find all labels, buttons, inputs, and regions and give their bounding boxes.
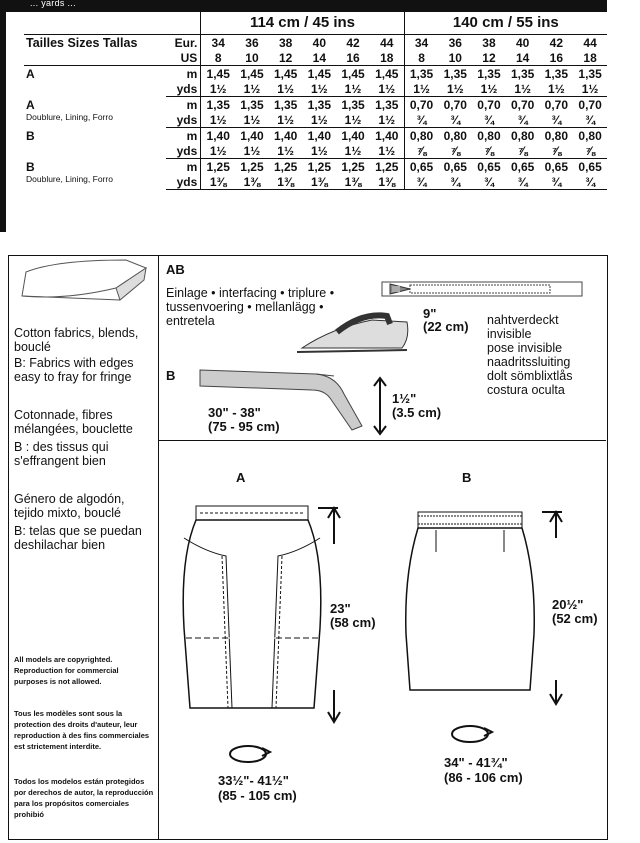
yard-value: 1½ xyxy=(506,81,540,97)
yardage-row-m xyxy=(24,128,607,144)
yard-value: 1½ xyxy=(370,143,404,159)
meter-value: 0,65 xyxy=(409,159,434,174)
eur-size: 40 xyxy=(312,35,326,50)
unit-m: m xyxy=(166,159,201,175)
skirt-a-waist-cm: (85 - 105 cm) xyxy=(218,788,297,803)
meter-value: 1,35 xyxy=(240,97,264,112)
meter-value: 1,25 xyxy=(307,159,331,174)
meter-value: 1,35 xyxy=(370,97,404,113)
meter-value: 0,65 xyxy=(477,159,501,174)
zip-length-cm: (22 cm) xyxy=(423,319,469,334)
yard-value: 1⅜ xyxy=(370,174,404,190)
meter-value: 0,65 xyxy=(578,159,602,174)
zip-name: pose invisible xyxy=(487,341,563,355)
yard-value: 1½ xyxy=(370,81,404,97)
meter-value: 1,45 xyxy=(370,66,404,82)
eur-size: 38 xyxy=(482,35,496,50)
view-sublabel: Doublure, Lining, Forro xyxy=(26,173,113,184)
width-114-header: 114 cm / 45 ins xyxy=(201,12,404,35)
skirt-b-drawing xyxy=(400,504,540,704)
meter-value: 1,40 xyxy=(240,128,264,143)
zip-names xyxy=(487,313,602,397)
meter-value: 1,35 xyxy=(341,97,365,112)
yard-value: 1½ xyxy=(336,81,370,97)
yardage-row-m xyxy=(24,159,607,175)
yard-value: 1½ xyxy=(269,112,303,128)
view-a-label: A xyxy=(236,470,246,485)
yard-value: ¾ xyxy=(438,112,472,128)
fabric-es-2: B: telas que se puedan deshilachar bien xyxy=(14,524,142,552)
us-size: 16 xyxy=(540,50,574,66)
yard-value: 1½ xyxy=(201,81,235,97)
eur-size: 42 xyxy=(549,35,564,50)
zipper-icon xyxy=(380,276,590,302)
yard-value: ¾ xyxy=(573,112,607,128)
meter-value: 1,25 xyxy=(273,159,298,174)
fabric-es-1: Género de algodón, tejido mixto, bouclé xyxy=(14,492,125,520)
yard-value: ⅞ xyxy=(404,143,438,159)
top-black-bar xyxy=(0,0,607,12)
eur-size: 40 xyxy=(515,35,530,50)
yardage-row-m xyxy=(24,66,607,82)
skirt-a-length-in: 23" xyxy=(330,601,351,616)
yard-value: 1½ xyxy=(235,112,269,128)
us-size-row xyxy=(24,50,607,66)
skirt-a-waist-icon xyxy=(226,742,276,768)
meter-value: 0,70 xyxy=(510,97,535,112)
us-size: 14 xyxy=(506,50,540,66)
fabric-en-1: Cotton fabrics, blends, bouclé xyxy=(14,326,139,354)
meter-value: 1,40 xyxy=(370,128,404,144)
copyright-fr: Tous les modèles sont sous la protection des droits d'auteur, leur reproduction à des fins commerciales est strictement interdite. xyxy=(14,709,150,751)
yard-value: ¾ xyxy=(472,174,506,190)
yard-value: ¾ xyxy=(438,174,472,190)
panel-divider-horizontal xyxy=(158,440,606,441)
yard-value: ¾ xyxy=(540,174,574,190)
yard-value: ¾ xyxy=(540,112,574,128)
yardage-table xyxy=(24,12,607,190)
us-size: 8 xyxy=(201,50,235,66)
unit-m: m xyxy=(166,128,201,144)
us-size: 10 xyxy=(235,50,269,66)
yard-value: 1½ xyxy=(573,81,607,97)
unit-yds: yds xyxy=(166,112,201,128)
yard-value: ⅞ xyxy=(472,143,506,159)
sizes-label: Tailles Sizes Tallas xyxy=(26,35,138,50)
view-sublabel: Doublure, Lining, Forro xyxy=(26,111,113,122)
yard-value: ⅞ xyxy=(540,143,574,159)
us-size: 14 xyxy=(302,50,336,66)
fabric-fr-1: Cotonnade, fibres mélangées, bouclette xyxy=(14,408,133,436)
eur-size: 42 xyxy=(346,35,360,50)
view-label: B xyxy=(26,159,35,174)
yard-value: 1½ xyxy=(370,112,404,128)
yard-value: 1½ xyxy=(201,143,235,159)
meter-value: 1,35 xyxy=(206,97,230,112)
us-label: US xyxy=(166,50,201,66)
view-b-label: B xyxy=(462,470,472,485)
copyright-es: Todos los modelos están protegidos por derechos de autor, la reproducción para los propósitos comerciales prohibió xyxy=(14,777,154,819)
yard-value: 1⅜ xyxy=(302,174,336,190)
meter-value: 1,45 xyxy=(206,66,230,81)
meter-value: 0,65 xyxy=(510,159,535,174)
yard-value: 1⅜ xyxy=(336,174,370,190)
skirt-b-waist-cm: (86 - 106 cm) xyxy=(444,770,523,785)
meter-value: 1,45 xyxy=(273,66,298,81)
tape-length-cm: (75 - 95 cm) xyxy=(208,419,280,434)
eur-size: 38 xyxy=(278,35,293,50)
yard-value: 1½ xyxy=(336,143,370,159)
fabric-fr-2: B : des tissus qui s'effrangent bien xyxy=(14,440,109,468)
skirt-a-drawing xyxy=(176,498,326,728)
yard-value: 1½ xyxy=(404,81,438,97)
yard-value: 1½ xyxy=(302,81,336,97)
meter-value: 0,70 xyxy=(409,97,434,112)
meter-value: 1,40 xyxy=(341,128,365,143)
yard-value: ¾ xyxy=(506,112,540,128)
meter-value: 1,40 xyxy=(307,128,331,143)
yard-value: 1½ xyxy=(269,143,303,159)
meter-value: 1,35 xyxy=(307,97,331,112)
yard-value: 1½ xyxy=(269,81,303,97)
view-cell xyxy=(24,97,166,128)
meter-value: 1,25 xyxy=(370,159,404,175)
us-size: 8 xyxy=(404,50,438,66)
yard-value: ⅞ xyxy=(506,143,540,159)
meter-value: 0,70 xyxy=(578,97,602,112)
notions-ab-label: AB xyxy=(166,262,185,277)
yard-value: 1½ xyxy=(235,81,269,97)
yard-value: ⅞ xyxy=(438,143,472,159)
tape-width-cm: (3.5 cm) xyxy=(392,405,442,420)
yardage-row-m xyxy=(24,97,607,113)
meter-value: 1,25 xyxy=(341,159,365,174)
meter-value: 0,70 xyxy=(544,97,569,112)
yard-value: ¾ xyxy=(404,174,438,190)
meter-value: 0,80 xyxy=(578,128,602,143)
meter-value: 0,80 xyxy=(477,128,501,143)
panel-divider-vertical xyxy=(158,255,159,839)
iron-icon xyxy=(292,308,422,358)
skirt-b-length-in: 20½" xyxy=(552,597,584,612)
left-black-bar xyxy=(0,0,6,232)
skirt-a-waist-in: 33½"- 41½" xyxy=(218,773,289,788)
yard-value: 1⅜ xyxy=(235,174,269,190)
fabric-en-2: B: Fabrics with edges easy to fray for fringe xyxy=(14,356,134,384)
view-label: B xyxy=(26,128,35,143)
eur-size: 36 xyxy=(245,35,259,50)
meter-value: 1,40 xyxy=(206,128,230,143)
meter-value: 1,45 xyxy=(307,66,331,81)
meter-value: 0,70 xyxy=(443,97,467,112)
yard-value: 1½ xyxy=(438,81,472,97)
yard-value: 1½ xyxy=(336,112,370,128)
tape-width-in: 1½" xyxy=(392,391,417,406)
eur-size-row xyxy=(24,35,607,51)
meter-value: 1,45 xyxy=(240,66,264,81)
meter-value: 0,80 xyxy=(409,128,434,143)
zip-name: nahtverdeckt xyxy=(487,313,559,327)
meter-value: 1,45 xyxy=(341,66,365,81)
meter-value: 1,25 xyxy=(206,159,230,174)
eur-size: 34 xyxy=(414,35,429,50)
group-header-row xyxy=(24,12,607,35)
meter-value: 1,25 xyxy=(240,159,264,174)
yard-value: ¾ xyxy=(506,174,540,190)
skirt-b-waist-in: 34" - 41¾" xyxy=(444,755,508,770)
eur-size: 44 xyxy=(370,35,404,51)
meter-value: 1,35 xyxy=(273,97,298,112)
copyright-en: All models are copyrighted. Reproduction for commercial purposes is not allowed. xyxy=(14,655,119,686)
meter-value: 1,35 xyxy=(477,66,501,81)
unit-m: m xyxy=(166,97,201,113)
meter-value: 1,35 xyxy=(409,66,434,81)
meter-value: 0,65 xyxy=(443,159,467,174)
tape-width-arrow-icon xyxy=(373,376,387,436)
meter-value: 0,70 xyxy=(477,97,501,112)
us-size: 12 xyxy=(269,50,303,66)
top-bar-fragment: ... yards ... xyxy=(30,0,76,8)
yard-value: 1½ xyxy=(472,81,506,97)
view-label: A xyxy=(26,67,35,81)
us-size: 18 xyxy=(370,50,404,66)
yard-value: 1½ xyxy=(201,112,235,128)
skirt-b-waist-icon xyxy=(448,722,498,748)
interfacing-text: Einlage • interfacing • triplure • tussenvoering • mellanlägg • entretela xyxy=(166,286,335,328)
meter-value: 1,35 xyxy=(578,66,602,81)
view-cell xyxy=(24,66,166,97)
yard-value: 1⅜ xyxy=(269,174,303,190)
us-size: 12 xyxy=(472,50,506,66)
yard-value: ¾ xyxy=(472,112,506,128)
notions-b-label: B xyxy=(166,368,176,383)
fabric-roll-icon xyxy=(16,258,156,306)
us-size: 10 xyxy=(438,50,472,66)
unit-yds: yds xyxy=(166,143,201,159)
skirt-a-length-cm: (58 cm) xyxy=(330,615,376,630)
eur-size: 44 xyxy=(583,35,597,50)
zip-length-in: 9" xyxy=(423,306,437,321)
yard-value: 1½ xyxy=(235,143,269,159)
meter-value: 1,35 xyxy=(510,66,535,81)
yard-value: ¾ xyxy=(573,174,607,190)
zip-name: dolt sömblixtlås xyxy=(487,369,573,383)
eur-label: Eur. xyxy=(166,35,201,51)
tape-length-in: 30" - 38" xyxy=(208,405,261,420)
meter-value: 0,80 xyxy=(443,128,467,143)
yard-value: 1½ xyxy=(302,112,336,128)
us-size: 16 xyxy=(336,50,370,66)
unit-yds: yds xyxy=(166,174,201,190)
unit-m: m xyxy=(166,66,201,82)
zip-name: invisible xyxy=(487,327,532,341)
yard-value: ⅞ xyxy=(573,143,607,159)
yard-value: ¾ xyxy=(404,112,438,128)
yard-value: 1½ xyxy=(302,143,336,159)
zip-name: costura oculta xyxy=(487,383,565,397)
yard-value: 1⅜ xyxy=(201,174,235,190)
eur-size: 34 xyxy=(211,35,225,50)
zip-name: naadritssluiting xyxy=(487,355,571,369)
eur-size: 36 xyxy=(448,35,462,50)
meter-value: 1,35 xyxy=(544,66,569,81)
width-140-header: 140 cm / 55 ins xyxy=(404,12,607,35)
yard-value: 1½ xyxy=(540,81,574,97)
meter-value: 1,35 xyxy=(443,66,467,81)
skirt-b-length-cm: (52 cm) xyxy=(552,611,598,626)
blank-cell xyxy=(24,50,166,66)
us-size: 18 xyxy=(573,50,607,66)
view-cell xyxy=(24,159,166,190)
meter-value: 0,80 xyxy=(544,128,569,143)
unit-yds: yds xyxy=(166,81,201,97)
meter-value: 0,80 xyxy=(510,128,535,143)
meter-value: 1,40 xyxy=(273,128,298,143)
view-label: A xyxy=(26,97,35,112)
meter-value: 0,65 xyxy=(544,159,569,174)
view-cell xyxy=(24,128,166,159)
blank-cell xyxy=(24,12,201,35)
